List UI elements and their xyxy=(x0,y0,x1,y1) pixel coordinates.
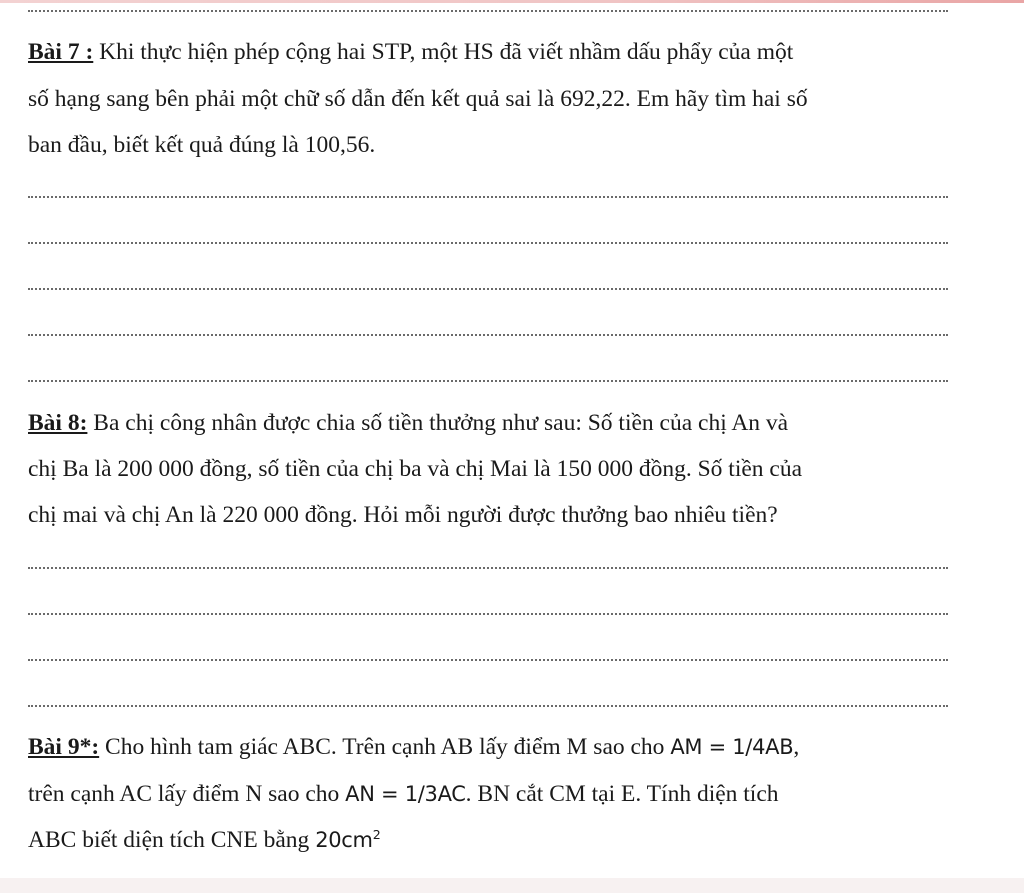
answer-line xyxy=(28,659,948,661)
exercise-9-math-an: AN = 1/3AC xyxy=(345,782,466,806)
exercise-9-text-1b: , xyxy=(793,734,800,760)
exercise-9-math-am: AM = 1/4AB xyxy=(670,735,794,759)
exercise-8-label: Bài 8: xyxy=(28,410,88,436)
answer-line xyxy=(28,288,948,290)
exercise-9-label: Bài 9*: xyxy=(28,734,100,760)
exercise-8-line-1 xyxy=(28,409,968,437)
top-edge xyxy=(0,0,1024,3)
exercise-8-line-2: chị Ba là 200 000 đồng, số tiền của chị ba và chị Mai là 150 000 đồng. Số tiền của xyxy=(28,456,803,482)
exercise-7-text-1: Khi thực hiện phép cộng hai STP, một HS đã viết nhầm dấu phẩy của một xyxy=(93,39,794,65)
exercise-8-text-1: Ba chị công nhân được chia số tiền thưởng như sau: Số tiền của chị An và xyxy=(87,410,789,436)
exercise-9-text-2b: . BN cắt CM tại E. Tính diện tích xyxy=(465,781,779,807)
exercise-9-math-area xyxy=(315,828,380,852)
exercise-9-line-2 xyxy=(28,780,968,808)
exercise-9-text-1a: Cho hình tam giác ABC. Trên cạnh AB lấy điểm M sao cho xyxy=(99,734,671,760)
exercise-9-line-1 xyxy=(28,733,968,761)
answer-line xyxy=(28,705,948,707)
exercise-7-label: Bài 7 : xyxy=(28,39,94,65)
answer-line xyxy=(28,613,948,615)
answer-line xyxy=(28,334,948,336)
exercise-9-text-2a: trên cạnh AC lấy điểm N sao cho xyxy=(28,781,346,807)
answer-line xyxy=(28,196,948,198)
exercise-8-line-3: chị mai và chị An là 220 000 đồng. Hỏi mỗi người được thưởng bao nhiêu tiền? xyxy=(28,502,778,528)
exercise-9-area-value: 20cm xyxy=(315,828,373,852)
exercise-9-text-3a: ABC biết diện tích CNE bằng xyxy=(28,827,316,853)
exercise-7-line-1 xyxy=(28,38,968,66)
answer-line xyxy=(28,10,948,12)
answer-line xyxy=(28,242,948,244)
answer-line xyxy=(28,380,948,382)
exercise-7-line-2: số hạng sang bên phải một chữ số dẫn đến kết quả sai là 692,22. Em hãy tìm hai số xyxy=(28,86,808,112)
bottom-edge xyxy=(0,878,1024,893)
exercise-9-line-3 xyxy=(28,826,968,854)
exercise-7-line-3: ban đầu, biết kết quả đúng là 100,56. xyxy=(28,132,376,158)
exercise-9-area-exponent: 2 xyxy=(372,827,381,842)
answer-line xyxy=(28,567,948,569)
